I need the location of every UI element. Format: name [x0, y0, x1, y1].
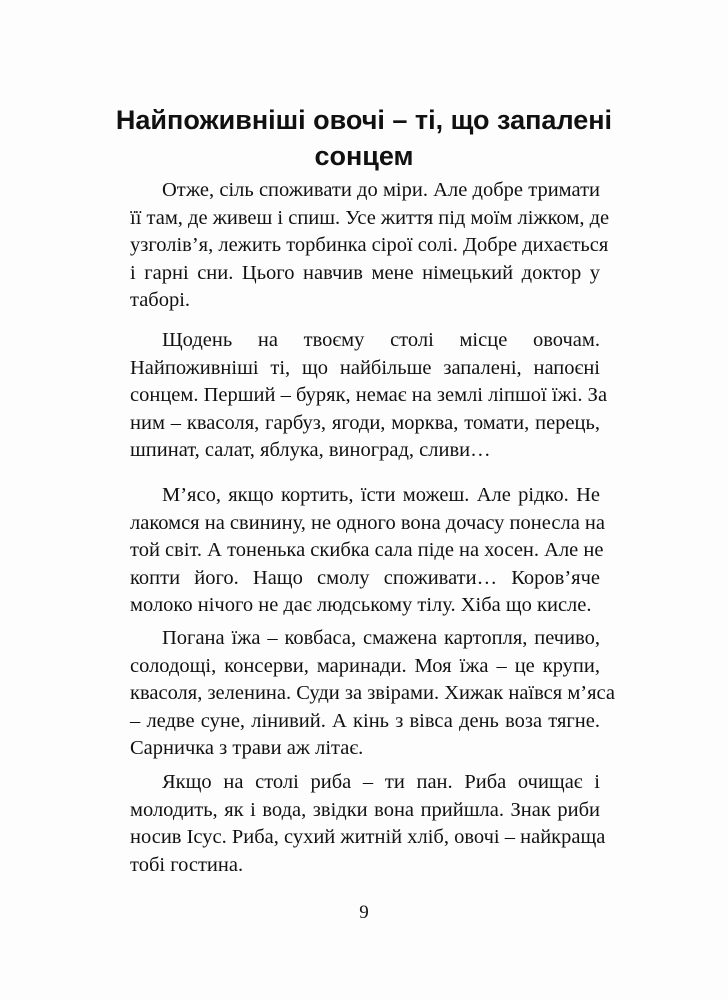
page-number: 9 [359, 902, 369, 923]
paragraph-line: Найпоживніші ті, що найбільше запалені, напоєні [130, 356, 600, 379]
paragraph-3 [130, 482, 605, 620]
paragraph-line: копти його. Нащо смолу споживати… Коров’яче [130, 566, 600, 589]
paragraph-line: Якщо на столі риба – ти пан. Риба очищає і [162, 771, 600, 793]
paragraph-line: Сарничка з трави аж літає. [130, 737, 364, 760]
paragraph-line: – ледве суне, лінивий. А кінь з вівса день воза тягне. [130, 709, 600, 732]
paragraph-1 [130, 177, 610, 315]
paragraph-line: узголів’я, лежить торбинка сірої солі. Добре дихається [130, 234, 609, 257]
paragraph-line: Погана їжа – ковбаса, смажена картопля, печиво, [162, 627, 600, 649]
paragraph-line: квасоля, зеленина. Суди за звірами. Хижак наївся м’яса [130, 682, 616, 705]
paragraph-line: її там, де живеш і спиш. Усе життя під моїм ліжком, де [130, 206, 610, 229]
paragraph-line: лакомся на свинину, не одного вона дочасу понесла на [130, 511, 605, 534]
paragraph-line: Щодень на твоєму столі місце овочам. [162, 329, 600, 351]
paragraph-line: ним – квасоля, гарбуз, ягоди, морква, томати, перець, [130, 411, 600, 434]
paragraph-line: тобі гостина. [130, 853, 244, 876]
paragraph-line: шпинат, салат, яблука, виноград, сливи… [130, 439, 491, 462]
paragraph-line: молоко нічого не дає людському тілу. Хіба що кисле. [130, 594, 592, 617]
paragraph-line: і гарні сни. Цього навчив мене німецький доктор у [130, 261, 600, 284]
paragraph-line: носив Ісус. Риба, сухий житній хліб, овочі – найкраща [130, 826, 606, 849]
paragraph-line: молодить, як і вода, звідки вона прийшла. Знак риби [130, 798, 600, 821]
paragraph-line: солодощі, консерви, маринади. Моя їжа – це крупи, [130, 654, 600, 677]
paragraph-line: таборі. [130, 289, 191, 312]
paragraph-line: М’ясо, якщо кортить, їсти можеш. Але рідко. Не [162, 484, 600, 506]
paragraph-2 [130, 327, 608, 465]
paragraph-5 [130, 769, 606, 879]
chapter-title [100, 102, 628, 174]
paragraph-line: сонцем. Перший – буряк, немає на землі ліпшої їжі. За [130, 384, 608, 407]
paragraph-line: той світ. А тоненька скибка сала піде на хосен. Але не [130, 539, 604, 562]
paragraph-line: Отже, сіль споживати до міри. Але добре тримати [162, 179, 600, 201]
paragraph-4 [130, 625, 616, 763]
chapter-title-line-2: сонцем [314, 141, 414, 171]
chapter-title-line-1: Найпоживніші овочі – ті, що запалені [115, 105, 613, 135]
